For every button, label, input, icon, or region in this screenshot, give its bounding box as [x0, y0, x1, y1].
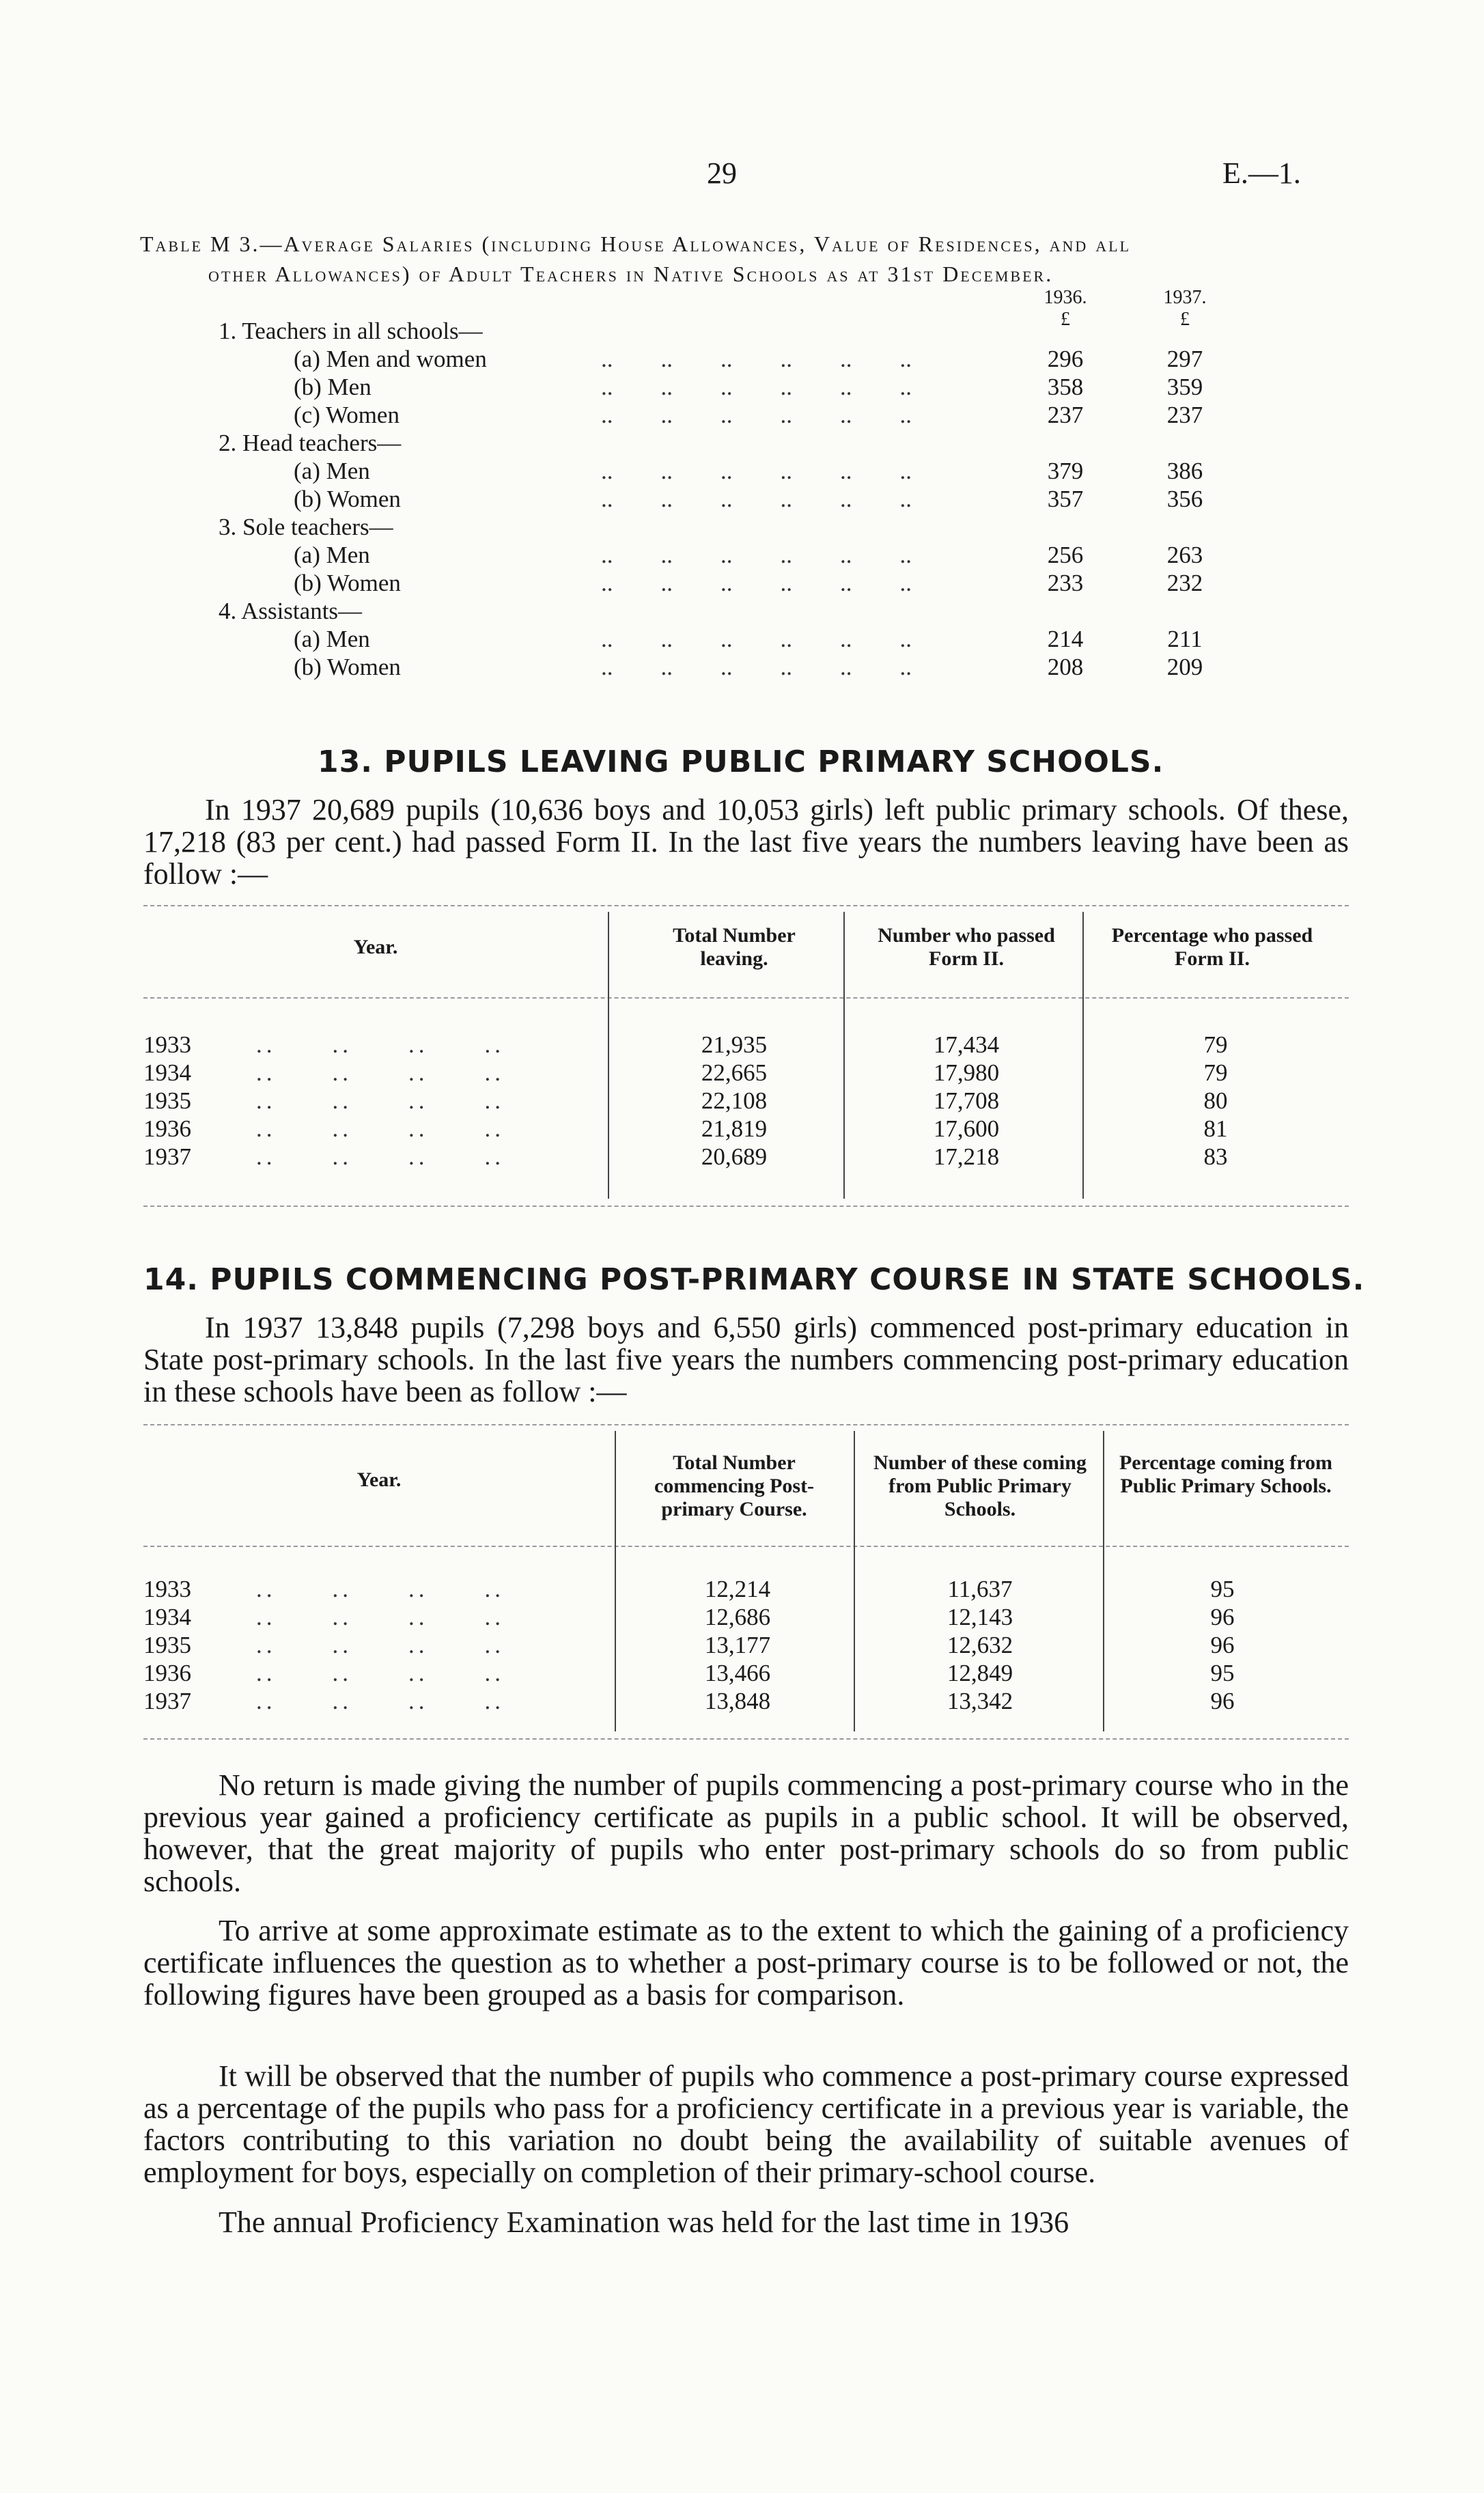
percentage-cell: 96: [1210, 1688, 1235, 1714]
value-1937: 386: [1166, 458, 1203, 484]
table-m3-row: [219, 458, 1311, 486]
table-m3-row: [219, 514, 1311, 542]
total-cell: 13,848: [704, 1688, 771, 1714]
percentage-cell: 79: [1203, 1031, 1228, 1058]
year-cell: 1934: [143, 1059, 191, 1086]
value-1936: 237: [1047, 402, 1084, 428]
leader-dots: .. .. .. ..: [256, 1604, 505, 1630]
count-cell: 12,632: [947, 1632, 1013, 1658]
count-cell: 17,980: [933, 1059, 1000, 1086]
value-1937: 237: [1166, 402, 1203, 428]
paragraph-proficiency-exam: The annual Proficiency Examination was held for the last time in 1936: [219, 2205, 1069, 2239]
total-cell: 12,214: [704, 1576, 771, 1602]
section-14-heading: 14. PUPILS COMMENCING POST-PRIMARY COURSE IN STATE SCHOOLS.: [143, 1262, 1365, 1297]
leader-dots: .. .. .. .. .. ..: [601, 654, 912, 680]
col-passed-form-header: Number who passed Form II.: [878, 924, 1055, 970]
leader-dots: .. .. .. ..: [256, 1632, 505, 1658]
year-cell: 1937: [143, 1688, 191, 1714]
year-cell: 1936: [143, 1660, 191, 1686]
table-m3-row: [219, 318, 1311, 346]
year-cell: 1933: [143, 1576, 191, 1602]
percentage-cell: 81: [1203, 1115, 1228, 1142]
value-1937: 209: [1166, 654, 1203, 680]
year-cell: 1934: [143, 1604, 191, 1630]
total-cell: 20,689: [701, 1143, 768, 1170]
percentage-cell: 80: [1203, 1087, 1228, 1114]
row-label: (a) Men: [294, 458, 370, 484]
leader-dots: .. .. .. .. .. ..: [601, 346, 912, 372]
value-1936: 256: [1047, 542, 1084, 568]
table-row: [143, 1087, 1349, 1115]
value-1937: 297: [1166, 346, 1203, 372]
total-cell: 21,819: [701, 1115, 768, 1142]
value-1936: 296: [1047, 346, 1084, 372]
page-number: 29: [707, 156, 737, 190]
table-m3-row: [219, 402, 1311, 430]
paragraph-estimate: To arrive at some approximate estimate as to the extent to which the gaining of a proficiency certificate influences the question as to whether a post-primary course is to be followed or not, the following figures have been grouped as a basis for comparison.: [143, 1914, 1349, 2011]
count-cell: 17,600: [933, 1115, 1000, 1142]
value-1937: 356: [1166, 486, 1203, 512]
count-cell: 11,637: [947, 1576, 1013, 1602]
leader-dots: .. .. .. .. .. ..: [601, 570, 912, 596]
table-pupils-leaving: [143, 905, 1349, 1219]
leader-dots: .. .. .. ..: [256, 1576, 505, 1602]
year-cell: 1935: [143, 1087, 191, 1114]
value-1936: 358: [1047, 374, 1084, 400]
value-1936: 379: [1047, 458, 1084, 484]
col-total-leaving-header: Total Number leaving.: [673, 924, 796, 970]
percentage-cell: 83: [1203, 1143, 1228, 1170]
table-m3-row: [219, 598, 1311, 626]
row-label: (a) Men and women: [294, 346, 487, 372]
col-year-header: Year.: [353, 936, 398, 958]
count-cell: 12,143: [947, 1604, 1013, 1630]
col-from-public-header: Number of these coming from Public Primary Schools.: [873, 1451, 1087, 1520]
row-label: (b) Women: [294, 570, 401, 596]
percentage-cell: 95: [1210, 1660, 1235, 1686]
year-cell: 1936: [143, 1115, 191, 1142]
value-1937: 211: [1167, 626, 1203, 652]
year-cell: 1933: [143, 1031, 191, 1058]
table-row: [143, 1688, 1349, 1715]
paragraph-no-return: No return is made giving the number of pupils commencing a post-primary course who in the previous year gained a proficiency certificate as pupils in a public school. It will be observed, however, that the great majority of pupils who enter post-primary schools do so from public schools.: [143, 1768, 1349, 1898]
table-m3-row: [219, 542, 1311, 570]
row-label: 1. Teachers in all schools—: [219, 318, 483, 344]
table-m3-row: [219, 626, 1311, 654]
percentage-cell: 96: [1210, 1632, 1235, 1658]
col-total-commencing-header: Total Number commencing Post-primary Course.: [654, 1451, 815, 1520]
total-cell: 22,665: [701, 1059, 768, 1086]
table-m3-row: [219, 486, 1311, 514]
leader-dots: .. .. .. ..: [256, 1059, 505, 1086]
table-row: [143, 1115, 1349, 1143]
section-13-paragraph: In 1937 20,689 pupils (10,636 boys and 10,053 girls) left public primary schools. Of these, 17,218 (83 per cent.) had passed Form II. In the last five years the numbers leaving have been as follow :—: [143, 793, 1349, 891]
table-m3-row: [219, 654, 1311, 682]
paragraph-variable: It will be observed that the number of pupils who commence a post-primary course expressed as a percentage of the pupils who pass for a proficiency certificate in a previous year is variable, the factors contributing to this variation no doubt being the availability of suitable avenues of employment for boys, especially on completion of their primary-school course.: [143, 2059, 1349, 2189]
value-1937: 232: [1166, 570, 1203, 596]
percentage-cell: 96: [1210, 1604, 1235, 1630]
leader-dots: .. .. .. .. .. ..: [601, 542, 912, 568]
row-label: (b) Women: [294, 486, 401, 512]
table-m3-title: [140, 229, 1342, 289]
row-label: (a) Men: [294, 542, 370, 568]
value-1937: 263: [1166, 542, 1203, 568]
value-1936: 214: [1047, 626, 1084, 652]
table-m3-title-line-2: other Allowances) of Adult Teachers in Native Schools as at 31st December.: [208, 262, 1054, 286]
total-cell: 12,686: [704, 1604, 771, 1630]
leader-dots: .. .. .. ..: [256, 1143, 505, 1170]
leader-dots: .. .. .. .. .. ..: [601, 374, 912, 400]
row-label: 4. Assistants—: [219, 598, 363, 624]
count-cell: 17,218: [933, 1143, 1000, 1170]
row-label: 3. Sole teachers—: [219, 514, 393, 540]
unit-1936: £: [1061, 309, 1070, 330]
year-cell: 1937: [143, 1143, 191, 1170]
leader-dots: .. .. .. ..: [256, 1087, 505, 1114]
leader-dots: .. .. .. .. .. ..: [601, 458, 912, 484]
leader-dots: .. .. .. ..: [256, 1115, 505, 1142]
year-1937-header: 1937.: [1163, 287, 1207, 308]
count-cell: 12,849: [947, 1660, 1013, 1686]
total-cell: 22,108: [701, 1087, 768, 1114]
value-1937: 359: [1166, 374, 1203, 400]
leader-dots: .. .. .. .. .. ..: [601, 626, 912, 652]
table-m3-row: [219, 430, 1311, 458]
row-label: (b) Men: [294, 374, 372, 400]
row-label: (b) Women: [294, 654, 401, 680]
table-row: [143, 1031, 1349, 1059]
table-m3-title-line-1: Table M 3.—Average Salaries (including House Allowances, Value of Residences, and all: [140, 232, 1132, 256]
section-14-paragraph: In 1937 13,848 pupils (7,298 boys and 6,550 girls) commenced post-primary education in State post-primary schools. In the last five years the numbers commencing post-primary education in these schools have been as follow :—: [143, 1311, 1349, 1408]
count-cell: 13,342: [947, 1688, 1013, 1714]
leader-dots: .. .. .. ..: [256, 1688, 505, 1714]
section-13-heading: 13. PUPILS LEAVING PUBLIC PRIMARY SCHOOLS.: [318, 744, 1164, 779]
total-cell: 21,935: [701, 1031, 768, 1058]
total-cell: 13,177: [704, 1632, 771, 1658]
row-label: 2. Head teachers—: [219, 430, 402, 456]
table-row: [143, 1143, 1349, 1171]
count-cell: 17,708: [933, 1087, 1000, 1114]
value-1936: 233: [1047, 570, 1084, 596]
value-1936: 357: [1047, 486, 1084, 512]
unit-1937: £: [1180, 309, 1190, 330]
table-row: [143, 1632, 1349, 1659]
row-label: (c) Women: [294, 402, 400, 428]
row-label: (a) Men: [294, 626, 370, 652]
year-1936-header: 1936.: [1044, 287, 1087, 308]
table-m3-row: [219, 570, 1311, 598]
leader-dots: .. .. .. ..: [256, 1660, 505, 1686]
col-year-header: Year.: [356, 1468, 402, 1491]
table-row: [143, 1576, 1349, 1603]
document-code: E.—1.: [1222, 156, 1301, 190]
col-percentage-header: Percentage who passed Form II.: [1111, 924, 1313, 970]
leader-dots: .. .. .. .. .. ..: [601, 486, 912, 512]
table-row: [143, 1604, 1349, 1631]
value-1936: 208: [1047, 654, 1084, 680]
table-post-primary: [143, 1424, 1349, 1745]
table-row: [143, 1660, 1349, 1687]
count-cell: 17,434: [933, 1031, 1000, 1058]
table-m3: [219, 287, 1311, 697]
total-cell: 13,466: [704, 1660, 771, 1686]
percentage-cell: 79: [1203, 1059, 1228, 1086]
table-row: [143, 1059, 1349, 1087]
table-m3-row: [219, 346, 1311, 374]
col-percentage-header: Percentage coming from Public Primary Schools.: [1119, 1451, 1333, 1497]
leader-dots: .. .. .. .. .. ..: [601, 402, 912, 428]
leader-dots: .. .. .. ..: [256, 1031, 505, 1058]
table-m3-row: [219, 374, 1311, 402]
percentage-cell: 95: [1210, 1576, 1235, 1602]
year-cell: 1935: [143, 1632, 191, 1658]
